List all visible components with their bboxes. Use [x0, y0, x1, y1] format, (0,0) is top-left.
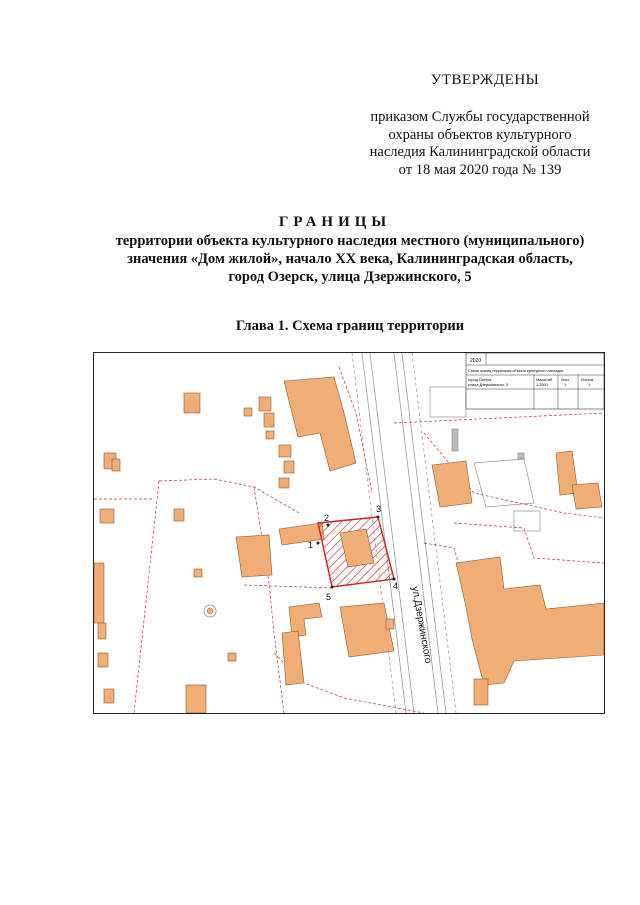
- object-territory: [318, 517, 394, 587]
- document-subtitle: [60, 232, 640, 286]
- point-label-5: 5: [326, 592, 332, 602]
- stamp-header-sheets: Листов: [581, 378, 594, 382]
- approval-line: приказом Службы государственной: [370, 109, 590, 125]
- subtitle-line: территории объекта культурного наследия местного (муниципального): [115, 233, 585, 249]
- point-label-1: 1: [308, 540, 314, 550]
- stamp-value-sheets: 1: [588, 383, 591, 387]
- monument-icon: [204, 605, 216, 617]
- approval-line: наследия Калининградской области: [369, 144, 591, 160]
- stamp-header-scale: Масштаб: [536, 378, 553, 382]
- approval-line: охраны объектов культурного: [388, 126, 572, 143]
- stamp-location-line: город Озерск,: [468, 378, 493, 382]
- utility-structures: [452, 429, 524, 459]
- subtitle-line: значения «Дом жилой», начало XX века, Калининградская область,: [127, 251, 573, 267]
- stamp-scheme-title: Схема границ территории объекта культурного наследия: [468, 369, 564, 373]
- point-label-4: 4: [393, 581, 399, 591]
- stamp-year: 2020: [470, 358, 482, 364]
- approval-block: [330, 109, 630, 179]
- point-label-2: 2: [324, 513, 330, 523]
- stamp-value-scale: 1:2000: [536, 383, 548, 387]
- stamp-header-sheet: Лист: [561, 378, 570, 382]
- document-title: ГРАНИЦЫ: [278, 214, 392, 230]
- approval-line: от 18 мая 2020 года № 139: [398, 161, 562, 178]
- stamp-value-sheet: 1: [564, 383, 567, 387]
- street-label: ул.Дзержинского: [409, 585, 434, 665]
- chapter-title: Глава 1. Схема границ территории: [235, 318, 465, 334]
- approved-heading: УТВЕРЖДЕНЫ: [430, 72, 540, 88]
- stamp-location-line: улица Дзержинского, 5: [468, 383, 509, 387]
- point-label-3: 3: [376, 504, 382, 514]
- boundary-map: [93, 352, 605, 714]
- map-stamp: [466, 353, 604, 409]
- subtitle-line: город Озерск, улица Дзержинского, 5: [228, 269, 472, 285]
